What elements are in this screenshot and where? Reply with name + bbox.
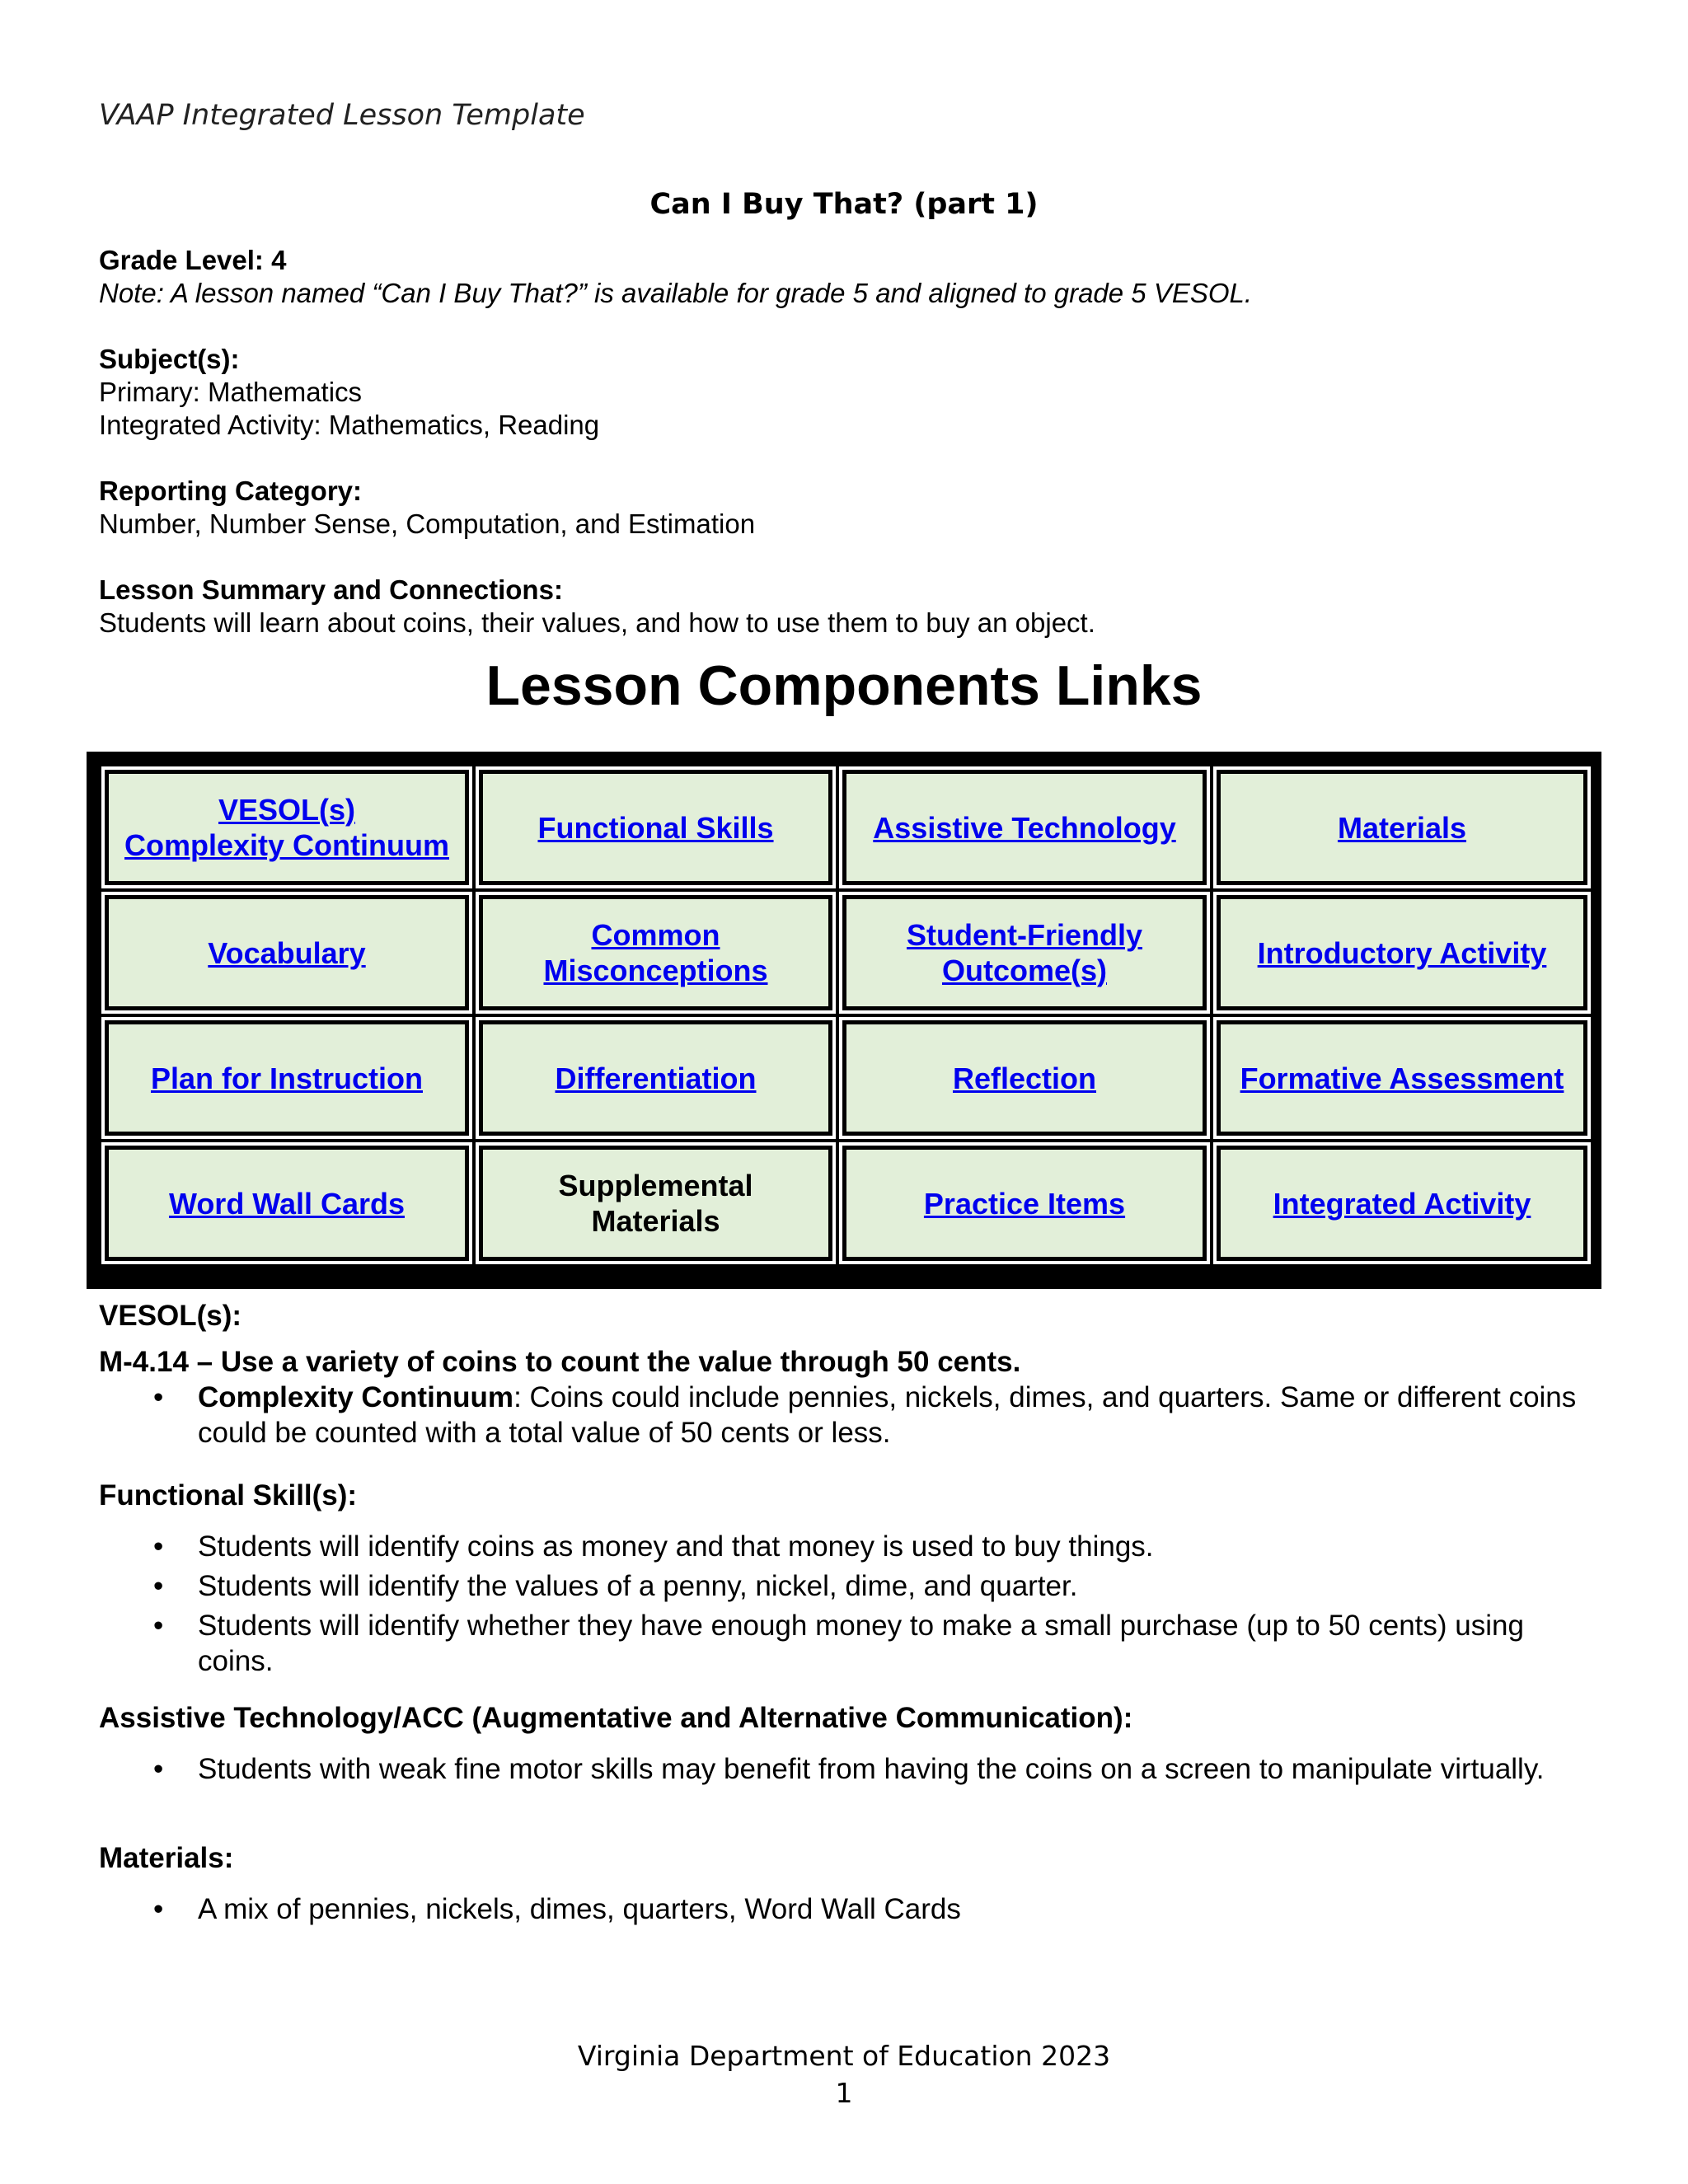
cell-line: Practice Items [923, 1186, 1126, 1221]
link-reflection[interactable] [953, 1061, 1096, 1096]
link-functional-skills[interactable] [537, 810, 773, 846]
components-cell-face [105, 895, 469, 1010]
components-cell-face [842, 1146, 1207, 1261]
components-cell-face [105, 1146, 469, 1261]
components-cell-face [842, 770, 1207, 885]
components-cell-face [105, 1020, 469, 1136]
cell-line: Complexity Continuum [124, 828, 449, 862]
summary-section [99, 574, 1599, 640]
integrated-subject: Integrated Activity: Mathematics, Reading [99, 410, 600, 440]
link-introductory-activity[interactable] [1258, 935, 1547, 971]
cell-line: Common [591, 918, 720, 952]
link-common[interactable] [543, 917, 767, 988]
vesol-label: VESOL(s): [99, 1300, 242, 1332]
link-materials[interactable] [1338, 810, 1466, 846]
cell-line: Plan for Instruction [150, 1061, 423, 1095]
list-item: • Students will identify the values of a penny, nickel, dime, and quarter. [99, 1568, 1599, 1604]
link-plan-for-instruction[interactable] [151, 1061, 423, 1096]
summary-label: Lesson Summary and Connections: [99, 574, 563, 605]
components-cell-face [479, 770, 832, 885]
components-cell [101, 1142, 472, 1264]
vesol-list [99, 1380, 1599, 1451]
components-cell [476, 1142, 836, 1264]
cell-line: Assistive Technology [873, 810, 1176, 845]
list-item: • Students will identify whether they have enough money to make a small purchase (up to 50 cents) using coins. [99, 1608, 1599, 1679]
assistive-list [99, 1751, 1599, 1787]
link-formative-assessment[interactable] [1240, 1061, 1564, 1096]
assistive-section [99, 1699, 1599, 1787]
list-item: • A mix of pennies, nickels, dimes, quarters, Word Wall Cards [99, 1891, 1599, 1927]
components-cell-face [842, 1020, 1207, 1136]
functional-skills-label: Functional Skill(s): [99, 1479, 358, 1511]
components-cell-face [1217, 895, 1587, 1010]
components-cell-face [842, 895, 1207, 1010]
materials-label: Materials: [99, 1842, 234, 1874]
components-cell [1213, 766, 1591, 888]
grade-level-section [99, 244, 1599, 310]
cell-line: Reflection [952, 1061, 1097, 1095]
template-header: VAAP Integrated Lesson Template [99, 99, 585, 132]
components-cell-face [479, 1020, 832, 1136]
cell-line: Student-Friendly [907, 918, 1142, 952]
list-item [99, 1380, 1599, 1451]
components-cell [101, 1017, 472, 1139]
list-item: • Students will identify coins as money and that money is used to buy things. [99, 1529, 1599, 1564]
reporting-label: Reporting Category: [99, 476, 363, 506]
functional-skills-list [99, 1529, 1599, 1679]
cell-line: Vocabulary [208, 935, 366, 970]
components-heading: Lesson Components Links [485, 654, 1203, 717]
components-cell-face [1217, 1146, 1587, 1261]
primary-subject: Primary: Mathematics [99, 377, 363, 407]
cell-line: Outcome(s) [941, 954, 1108, 987]
components-cell [476, 1017, 836, 1139]
reporting-value: Number, Number Sense, Computation, and Estimation [99, 509, 756, 539]
materials-section [99, 1840, 1599, 1927]
cell-line: Materials [591, 1204, 720, 1238]
link-word-wall-cards[interactable] [169, 1186, 405, 1221]
cell-line: VESOL(s) [218, 793, 356, 827]
materials-list [99, 1891, 1599, 1927]
components-cell [101, 892, 472, 1014]
cell-line: Introductory Activity [1257, 935, 1547, 970]
cell-line: Supplemental [558, 1169, 753, 1202]
assistive-label: Assistive Technology/ACC (Augmentative and Alternative Communication): [99, 1702, 1133, 1734]
components-grid [98, 763, 1590, 1277]
vesol-standard: M-4.14 – Use a variety of coins to count the value through 50 cents. [99, 1346, 1021, 1378]
subjects-label: Subject(s): [99, 344, 240, 374]
components-cell [1213, 1142, 1591, 1264]
cell-line: Functional Skills [537, 810, 774, 845]
grade-note: Note: A lesson named “Can I Buy That?” is available for grade 5 and aligned to grade 5 VESOL. [99, 278, 1253, 308]
page-number: 1 [835, 2077, 853, 2109]
components-cell [476, 766, 836, 888]
continuum-text: : Coins could include pennies, nickels, dimes, and quarters. Same or different coins could be counted with a total value of 50 cents or less. [198, 1381, 1577, 1449]
lesson-title: Can I Buy That? (part 1) [649, 188, 1039, 221]
functional-skills-section [99, 1477, 1599, 1679]
cell-line: Formative Assessment [1240, 1061, 1564, 1095]
components-cell-face [479, 895, 832, 1010]
components-cell [1213, 1017, 1591, 1139]
components-cell [476, 892, 836, 1014]
link-integrated-activity[interactable] [1273, 1186, 1531, 1221]
components-cell-face [1217, 1020, 1587, 1136]
link-student-friendly[interactable] [907, 917, 1142, 988]
components-table [87, 752, 1601, 1289]
components-cell-face [105, 770, 469, 885]
list-item: • Students with weak fine motor skills may benefit from having the coins on a screen to manipulate virtually. [99, 1751, 1599, 1787]
cell-line: Misconceptions [543, 954, 768, 987]
continuum-label: Complexity Continuum [198, 1381, 514, 1413]
reporting-section [99, 475, 1599, 541]
components-cell-face [1217, 770, 1587, 885]
footer-org: Virginia Department of Education 2023 [577, 2040, 1111, 2072]
grade-level: Grade Level: 4 [99, 245, 287, 275]
vesol-section [99, 1297, 1599, 1451]
link-practice-items[interactable] [924, 1186, 1125, 1221]
components-cell [839, 1142, 1210, 1264]
components-cell [839, 1017, 1210, 1139]
cell-line: Integrated Activity [1273, 1186, 1531, 1221]
page-footer [0, 2037, 1688, 2111]
summary-value: Students will learn about coins, their values, and how to use them to buy an object. [99, 607, 1095, 638]
link-vocabulary[interactable] [208, 935, 365, 971]
components-cell [839, 766, 1210, 888]
link-differentiation[interactable] [555, 1061, 756, 1096]
cell-line: Differentiation [555, 1061, 757, 1095]
subjects-section [99, 343, 1599, 442]
link-vesol-s[interactable] [124, 792, 449, 863]
components-cell [1213, 892, 1591, 1014]
components-cell-face [479, 1146, 832, 1261]
cell-line: Materials [1337, 810, 1467, 845]
components-cell [101, 766, 472, 888]
label-supplemental [558, 1168, 753, 1239]
link-assistive-technology[interactable] [873, 810, 1175, 846]
cell-line: Word Wall Cards [168, 1186, 406, 1221]
components-cell [839, 892, 1210, 1014]
